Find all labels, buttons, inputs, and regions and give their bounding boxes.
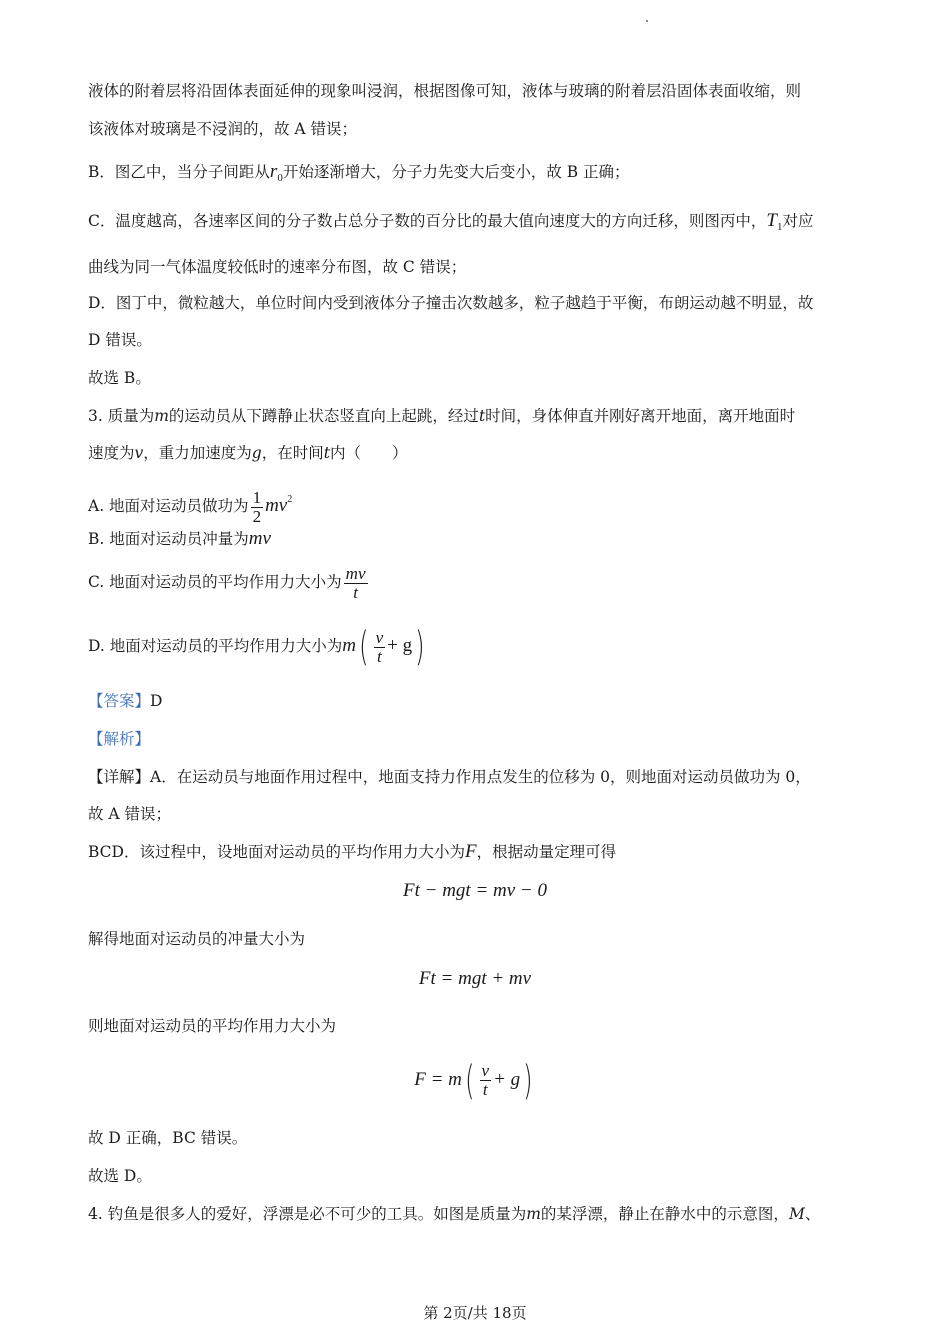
equation-3-denominator: t [480, 1080, 492, 1099]
option-d-left-paren: ( [359, 624, 369, 670]
option-c-explanation-line-1 [88, 210, 813, 238]
option-a-square: 2 [287, 494, 293, 505]
option-d-fraction [374, 629, 386, 666]
q3-v: v [134, 444, 144, 462]
option-b-text-b: 开始逐渐增大，分子力先变大后变小，故 B 正确； [282, 163, 630, 181]
q4-text-a: 4. 钓鱼是很多人的爱好，浮漂是必不可少的工具。如图是质量为 [88, 1205, 527, 1223]
q3-t: t [478, 407, 486, 425]
option-a [88, 480, 292, 526]
q3-text-a: 3. 质量为 [88, 407, 155, 425]
paragraph-line-2: 该液体对玻璃是不浸润的，故 A 错误； [88, 120, 358, 138]
detail-line-3 [88, 841, 616, 863]
detail-line-5: 则地面对运动员的平均作用力大小为 [88, 1017, 337, 1035]
equation-3-right-paren: ) [523, 1057, 533, 1104]
question-3-line-1 [88, 405, 795, 427]
q3-t2: t [323, 444, 330, 462]
option-c [88, 562, 370, 602]
question-4-line-1 [88, 1203, 820, 1225]
r0-variable [270, 161, 283, 182]
detail-text-1: A．在运动员与地面作用过程中，地面支持力作用点发生的位移为 0，则地面对运动员做功为 0， [150, 768, 811, 786]
option-c-fraction [344, 565, 368, 602]
answer-tag: 【答案】 [88, 692, 151, 710]
detail-line-4: 解得地面对运动员的冲量大小为 [88, 930, 306, 948]
equation-3-lhs: F = m [414, 1069, 462, 1090]
analysis-tag: 【解析】 [88, 730, 151, 748]
option-d-numerator: v [375, 627, 384, 647]
option-d-explanation-line-2: D 错误。 [88, 331, 152, 349]
q4-M: M [788, 1205, 805, 1223]
q4-text-b: 的某浮漂，静止在静水中的示意图， [540, 1205, 789, 1223]
option-b-expression: mv [248, 528, 271, 549]
detail-f-symbol: F [464, 841, 477, 862]
detail-text-3a: BCD．该过程中，设地面对运动员的平均作用力大小为 [88, 843, 465, 861]
equation-3 [0, 1056, 950, 1104]
detail-text-3b: ，根据动量定理可得 [476, 843, 617, 861]
q4-m: m [526, 1205, 541, 1223]
q3-text-e: ，重力加速度为 [143, 444, 252, 462]
option-b-text-a: B．图乙中，当分子间距从 [88, 163, 270, 181]
option-d [88, 624, 428, 668]
option-c-text-b: 对应 [782, 212, 814, 230]
equation-2: Ft = mgt + mv [418, 968, 532, 989]
option-c-text-a: C．温度越高，各速率区间的分子数占总分子数的百分比的最大值向速度大的方向迁移，则图丙中， [88, 212, 767, 230]
option-c-numerator: mv [345, 563, 366, 583]
option-d-tail [387, 635, 412, 656]
q3-text-d: 速度为 [88, 444, 135, 462]
r-subscript: 0 [277, 172, 283, 184]
option-a-fraction [251, 489, 264, 526]
option-c-denominator: t [344, 583, 368, 602]
option-c-explanation-line-2: 曲线为同一气体温度较低时的速率分布图，故 C 错误； [88, 258, 467, 276]
q4-text-c: 、 [804, 1205, 821, 1223]
detail-line-1 [88, 766, 811, 788]
option-a-expression [265, 495, 292, 516]
option-d-label: D. 地面对运动员的平均作用力大小为 [88, 637, 343, 655]
answer-line [88, 690, 162, 712]
equation-3-numerator: v [481, 1061, 490, 1080]
detail-tag: 【详解】 [88, 768, 151, 786]
option-d-explanation-line-1: D．图丁中，微粒越大，单位时间内受到液体分子撞击次数越多，粒子越趋于平衡，布朗运动越不明显，故 [88, 294, 814, 312]
page-footer: 第 2页/共 18页 [423, 1304, 527, 1322]
question-3-line-2 [88, 442, 408, 464]
option-a-denominator: 2 [252, 506, 262, 526]
equation-3-tail: + g [493, 1069, 521, 1090]
q3-g: g [251, 444, 262, 462]
selection-b: 故选 B。 [88, 369, 151, 387]
top-dot-mark [646, 20, 648, 22]
option-d-denominator: t [374, 647, 386, 666]
option-a-mv: mv [265, 495, 288, 516]
option-d-right-paren: ) [415, 624, 425, 670]
equation-3-left-paren: ( [465, 1057, 475, 1104]
answer-value: D [150, 692, 163, 710]
q3-text-b: 的运动员从下蹲静止状态竖直向上起跳，经过 [168, 407, 479, 425]
q3-text-c: 时间，身体伸直并刚好离开地面，离开地面时 [485, 407, 796, 425]
r-symbol: r [269, 161, 278, 182]
option-a-numerator: 1 [252, 487, 262, 507]
option-a-label: A. 地面对运动员做功为 [88, 497, 249, 515]
q3-text-g: 内（ ） [329, 444, 408, 462]
q3-m: m [154, 407, 169, 425]
paragraph-line-1: 液体的附着层将沿固体表面延伸的现象叫浸润，根据图像可知，液体与玻璃的附着层沿固体表面收缩，则 [88, 82, 802, 100]
option-d-plus-g: + g [387, 635, 413, 656]
selection-d: 故选 D。 [88, 1167, 152, 1185]
t-subscript: 1 [776, 221, 783, 233]
equation-1: Ft − mgt = mv − 0 [402, 880, 547, 901]
q3-text-f: ，在时间 [261, 444, 324, 462]
detail-line-6: 故 D 正确，BC 错误。 [88, 1129, 248, 1147]
t-symbol: T [766, 210, 777, 231]
option-b [88, 528, 271, 550]
option-b-label: B. 地面对运动员冲量为 [88, 530, 249, 548]
option-d-m: m [342, 635, 356, 656]
detail-line-2: 故 A 错误； [88, 805, 172, 823]
equation-3-fraction [480, 1062, 492, 1099]
t1-variable [766, 210, 782, 231]
option-b-explanation [88, 161, 630, 189]
option-c-label: C. 地面对运动员的平均作用力大小为 [88, 573, 342, 591]
